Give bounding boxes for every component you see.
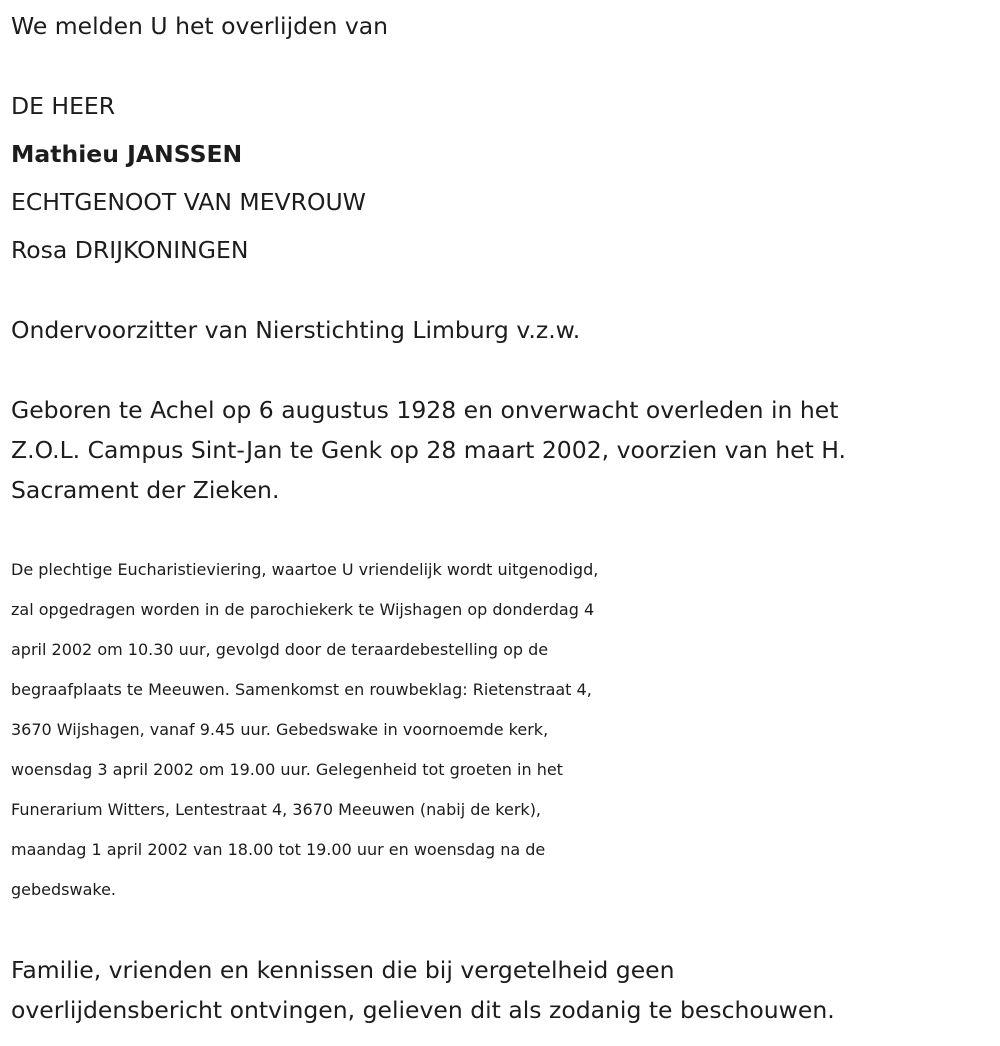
paragraph-line: zal opgedragen worden in de parochiekerk te Wijshagen op donderdag 4	[11, 600, 595, 619]
function-line: Ondervoorzitter van Nierstichting Limburg v.z.w.	[11, 316, 581, 344]
paragraph-line: Funerarium Witters, Lentestraat 4, 3670 Meeuwen (nabij de kerk),	[11, 800, 542, 819]
spouse-label: ECHTGENOOT VAN MEVROUW	[11, 188, 366, 216]
paragraph-line: Geboren te Achel op 6 augustus 1928 en onverwacht overleden in het	[11, 396, 839, 424]
paragraph-line: woensdag 3 april 2002 om 19.00 uur. Gelegenheid tot groeten in het	[11, 760, 563, 779]
paragraph-line: Sacrament der Zieken.	[11, 476, 280, 504]
deceased-name: Mathieu JANSSEN	[11, 140, 243, 168]
paragraph-line: 3670 Wijshagen, vanaf 9.45 uur. Gebedswake in voornoemde kerk,	[11, 720, 549, 739]
spouse-name: Rosa DRIJKONINGEN	[11, 236, 249, 264]
paragraph-line: april 2002 om 10.30 uur, gevolgd door de teraardebestelling op de	[11, 640, 549, 659]
paragraph-line: De plechtige Eucharistieviering, waartoe U vriendelijk wordt uitgenodigd,	[11, 560, 599, 579]
ceremony-paragraph	[11, 550, 996, 910]
paragraph-line: Familie, vrienden en kennissen die bij vergetelheid geen	[11, 956, 675, 984]
birth-death-paragraph	[11, 390, 986, 510]
title-line: DE HEER	[11, 92, 116, 120]
paragraph-line: overlijdensbericht ontvingen, gelieven dit als zodanig te beschouwen.	[11, 996, 835, 1024]
closing-paragraph	[11, 950, 986, 1030]
paragraph-line: Z.O.L. Campus Sint-Jan te Genk op 28 maart 2002, voorzien van het H.	[11, 436, 847, 464]
paragraph-line: gebedswake.	[11, 880, 117, 899]
intro-line: We melden U het overlijden van	[11, 12, 389, 40]
paragraph-line: maandag 1 april 2002 van 18.00 tot 19.00 uur en woensdag na de	[11, 840, 546, 859]
paragraph-line: begraafplaats te Meeuwen. Samenkomst en rouwbeklag: Rietenstraat 4,	[11, 680, 592, 699]
